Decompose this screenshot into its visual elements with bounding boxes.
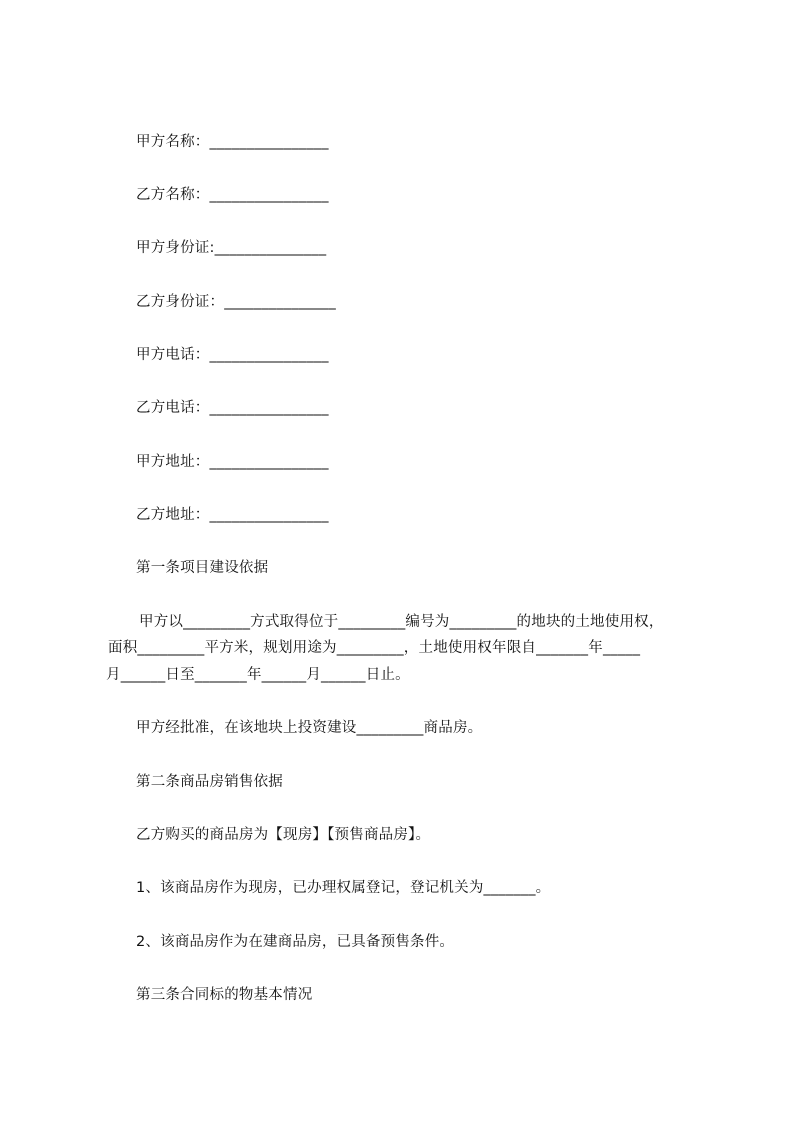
party-b-name-line: 乙方名称：________________ [136, 187, 329, 203]
party-b-address-line: 乙方地址：________________ [136, 507, 329, 523]
article-1-paragraph-line-1: 甲方以_________方式取得位于_________编号为_________的地块的土地使用权， [139, 614, 664, 630]
party-b-phone-line: 乙方电话：________________ [136, 400, 329, 416]
article-1-paragraph-line-2: 面积_________平方米，规划用途为_________，土地使用权年限自_______年_____ [108, 640, 641, 656]
article-1-heading: 第一条项目建设依据 [136, 560, 269, 576]
party-a-name-line: 甲方名称：________________ [136, 134, 329, 150]
party-a-id-line: 甲方身份证:_______________ [136, 240, 327, 256]
party-a-address-line: 甲方地址：________________ [136, 454, 329, 470]
article-2-heading: 第二条商品房销售依据 [136, 774, 283, 790]
condition-1-line: 1、该商品房作为现房，已办理权属登记，登记机关为_______。 [136, 880, 551, 896]
approval-line: 甲方经批准，在该地块上投资建设_________商品房。 [136, 720, 483, 736]
house-type-line: 乙方购买的商品房为【现房】【预售商品房】。 [136, 827, 431, 843]
party-a-phone-line: 甲方电话：________________ [136, 347, 329, 363]
condition-2-line: 2、该商品房作为在建商品房，已具备预售条件。 [136, 934, 455, 950]
party-b-id-line: 乙方身份证：_______________ [136, 294, 336, 310]
article-1-paragraph-line-3: 月______日至_______年______月______日止。 [106, 667, 410, 683]
article-3-heading: 第三条合同标的物基本情况 [136, 987, 313, 1003]
